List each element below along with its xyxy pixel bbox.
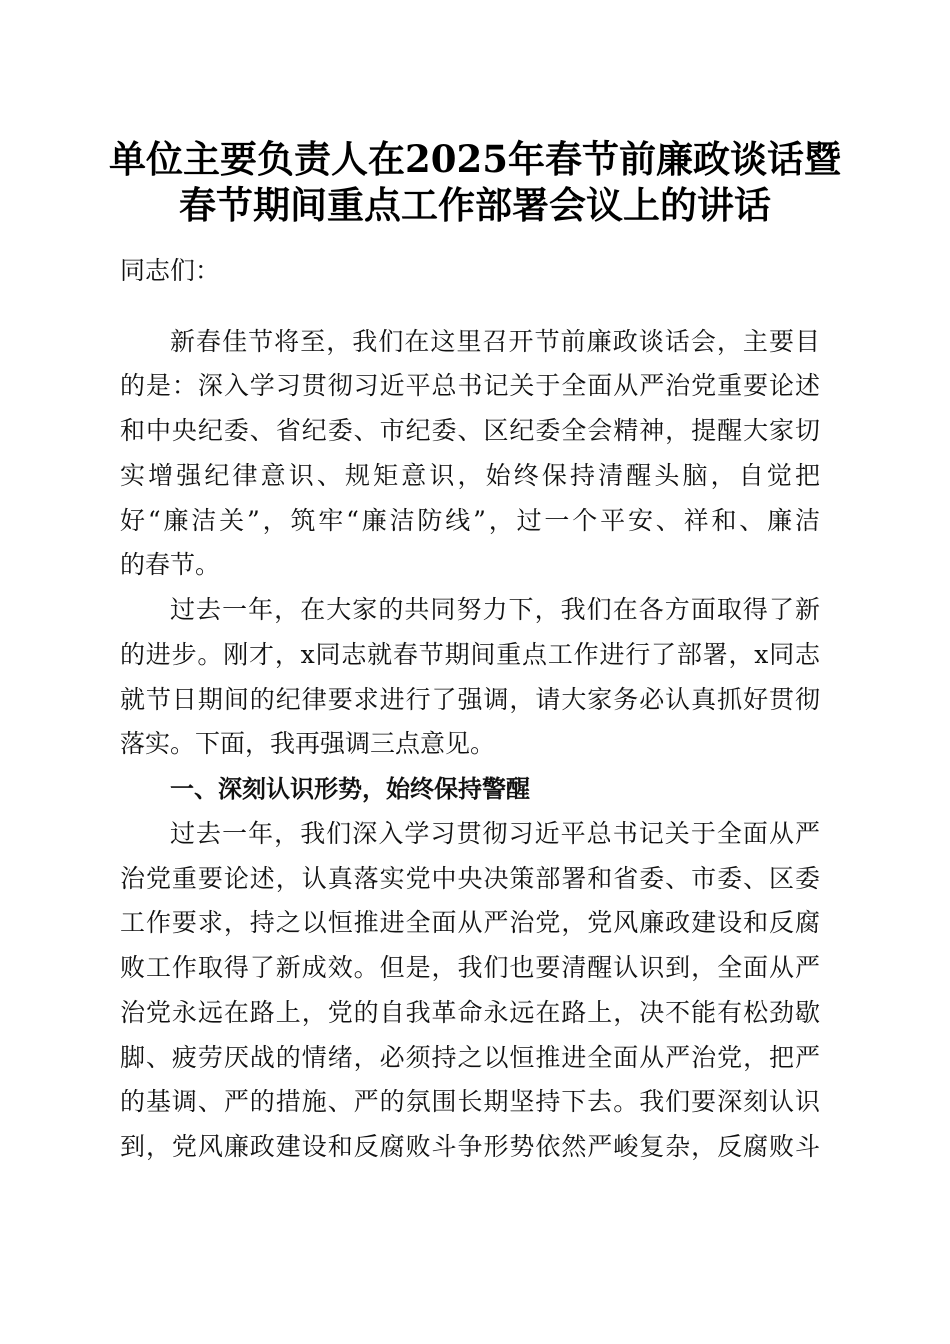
paragraph-2-line-4: 落实。下面，我再强调三点意见。	[120, 729, 496, 758]
paragraph-1-line-4: 实增强纪律意识、规矩意识，始终保持清醒头脑，自觉把	[120, 461, 820, 490]
section-1-heading: 一、深刻认识形势，始终保持警醒	[170, 775, 530, 803]
paragraph-3-line-2: 治党重要论述，认真落实党中央决策部署和省委、市委、区委	[120, 864, 820, 893]
paragraph-3-line-1: 过去一年，我们深入学习贯彻习近平总书记关于全面从严	[170, 819, 820, 848]
paragraph-3-line-7: 的基调、严的措施、严的氛围长期坚持下去。我们要深刻认识	[120, 1087, 820, 1116]
paragraph-3-line-3: 工作要求，持之以恒推进全面从严治党，党风廉政建设和反腐	[120, 908, 820, 937]
paragraph-3-line-5: 治党永远在路上，党的自我革命永远在路上，决不能有松劲歇	[120, 998, 820, 1027]
document-title-line-1: 单位主要负责人在2025年春节前廉政谈话暨	[109, 137, 841, 181]
paragraph-1-line-6: 的春节。	[120, 550, 221, 579]
paragraph-1-line-5: 好“廉洁关”，筑牢“廉洁防线”，过一个平安、祥和、廉洁	[120, 506, 820, 535]
paragraph-1-line-1: 新春佳节将至，我们在这里召开节前廉政谈话会，主要目	[170, 327, 820, 356]
paragraph-2-line-3: 就节日期间的纪律要求进行了强调，请大家务必认真抓好贯彻	[120, 685, 820, 714]
paragraph-3-line-4: 败工作取得了新成效。但是，我们也要清醒认识到，全面从严	[120, 953, 820, 982]
paragraph-2-line-1: 过去一年，在大家的共同努力下，我们在各方面取得了新	[170, 595, 820, 624]
salutation: 同志们：	[120, 256, 221, 285]
paragraph-3-line-8: 到，党风廉政建设和反腐败斗争形势依然严峻复杂，反腐败斗	[120, 1132, 820, 1161]
document-title-line-2: 春节期间重点工作部署会议上的讲话	[179, 183, 771, 227]
paragraph-3-line-6: 脚、疲劳厌战的情绪，必须持之以恒推进全面从严治党，把严	[120, 1043, 820, 1072]
paragraph-1-line-2: 的是：深入学习贯彻习近平总书记关于全面从严治党重要论述	[120, 371, 820, 400]
paragraph-2-line-2: 的进步。刚才，x同志就春节期间重点工作进行了部署，x同志	[120, 640, 820, 669]
paragraph-1-line-3: 和中央纪委、省纪委、市纪委、区纪委全会精神，提醒大家切	[120, 416, 820, 445]
